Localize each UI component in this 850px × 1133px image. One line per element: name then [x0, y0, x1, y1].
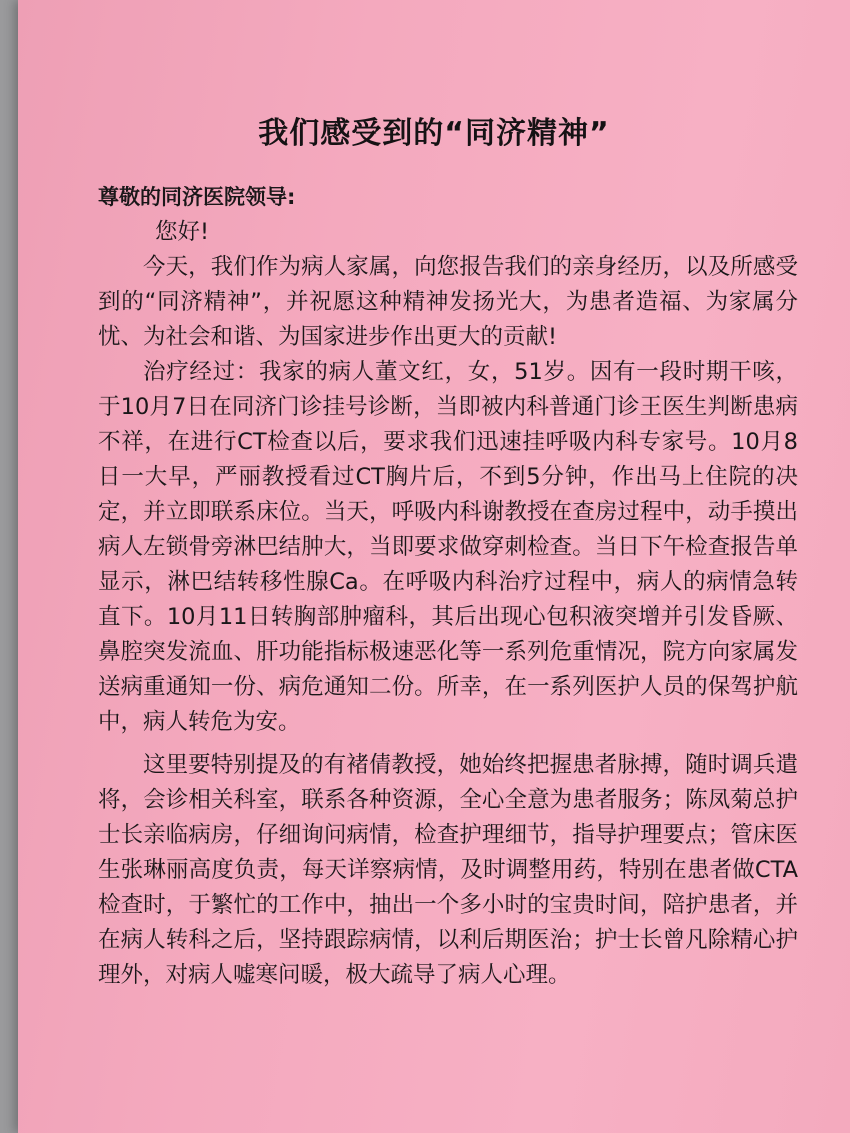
letter-page — [18, 0, 850, 1133]
paragraph-acknowledgement: 这里要特别提及的有褚倩教授，她始终把握患者脉搏，随时调兵遣将，会诊相关科室，联系各种资源，全心全意为患者服务；陈凤菊总护士长亲临病房，仔细询问病情，检查护理细节，指导护理要点；管床医生张琳丽高度负责，每天详察病情，及时调整用药，特别在患者做CTA检查时，于繁忙的工作中，抽出一个多小时的宝贵时间，陪护患者，并在病人转科之后，坚持跟踪病情，以利后期医治；护士长曾凡除精心护理外，对病人嘘寒问暖，极大疏导了病人心理。 — [98, 752, 798, 988]
salutation: 尊敬的同济医院领导: — [98, 185, 296, 209]
letter-body — [98, 180, 798, 993]
letter-title: 我们感受到的“同济精神” — [258, 116, 610, 151]
paragraph-intro: 今天，我们作为病人家属，向您报告我们的亲身经历，以及所感受到的“同济精神”，并祝愿这种精神发扬光大，为患者造福、为家属分忧、为社会和谐、为国家进步作出更大的贡献! — [98, 254, 798, 350]
paragraph-treatment: 治疗经过：我家的病人董文红，女，51岁。因有一段时期干咳，于10月7日在同济门诊挂号诊断，当即被内科普通门诊王医生判断患病不祥，在进行CT检查以后，要求我们迅速挂呼吸内科专家号。10月8日一大早，严丽教授看过CT胸片后，不到5分钟，作出马上住院的决定，并立即联系床位。当天，呼吸内科谢教授在查房过程中，动手摸出病人左锁骨旁淋巴结肿大，当即要求做穿刺检查。当日下午检查报告单显示，淋巴结转移性腺Ca。在呼吸内科治疗过程中，病人的病情急转直下。10月11日转胸部肿瘤科，其后出现心包积液突增并引发昏厥、鼻腔突发流血、肝功能指标极速恶化等一系列危重情况，院方向家属发送病重通知一份、病危通知二份。所幸，在一系列医护人员的保驾护航中，病人转危为安。 — [98, 359, 798, 735]
greeting: 您好! — [155, 219, 210, 245]
